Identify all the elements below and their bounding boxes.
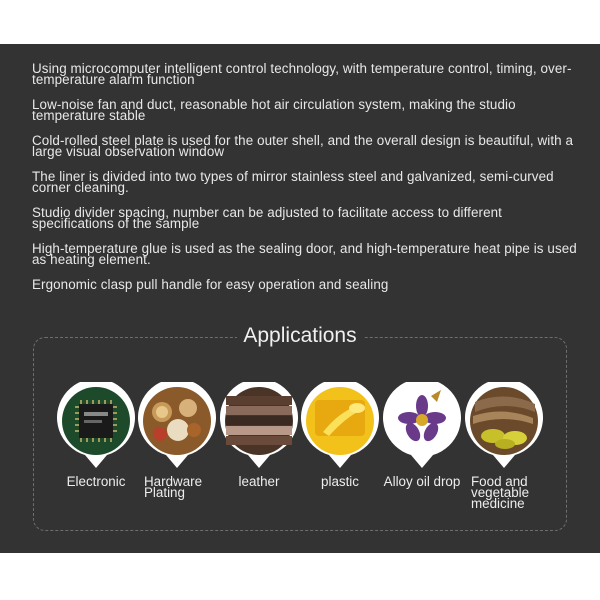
- feature-item: Using microcomputer intelligent control technology, with temperature control, timing, over-temperature alarm function: [32, 61, 572, 87]
- application-label: leather: [238, 474, 280, 489]
- application-hardware-plating: [134, 382, 220, 498]
- leather-icon: [220, 382, 298, 468]
- application-label: Alloy oil drop: [383, 474, 461, 489]
- feature-item: The liner is divided into two types of mirror stainless steel and galvanized, semi-curved corner cleaning.: [32, 169, 554, 195]
- spec-panel: [0, 44, 600, 553]
- application-electronic: [53, 382, 139, 487]
- herbs-icon: [465, 382, 543, 468]
- nuts-icon: [138, 382, 216, 468]
- plastic-icon: [301, 382, 379, 468]
- application-food-vegetable-medicine: [461, 382, 547, 509]
- application-label: Electronic: [66, 474, 126, 489]
- feature-item: Studio divider spacing, number can be adjusted to facilitate access to different specifications of the sample: [32, 205, 503, 231]
- feature-item: Ergonomic clasp pull handle for easy operation and sealing: [32, 277, 389, 292]
- application-label: plastic: [321, 474, 359, 489]
- applications-title: Applications: [0, 324, 600, 348]
- chip-icon: [57, 382, 135, 468]
- feature-item: Low-noise fan and duct, reasonable hot air circulation system, making the studio temperature stable: [32, 97, 516, 123]
- application-plastic: [297, 382, 383, 487]
- application-leather: [216, 382, 302, 487]
- application-alloy-oil-drop: [379, 382, 465, 487]
- feature-item: High-temperature glue is used as the sealing door, and high-temperature heat pipe is used as heating element.: [32, 241, 577, 267]
- application-label: Food and vegetable medicine: [471, 474, 530, 511]
- feature-item: Cold-rolled steel plate is used for the outer shell, and the overall design is beautiful, with a large visual observation window: [32, 133, 574, 159]
- feature-list: [32, 63, 577, 304]
- application-label: Hardware Plating: [144, 474, 203, 500]
- brooch-icon: [383, 382, 461, 468]
